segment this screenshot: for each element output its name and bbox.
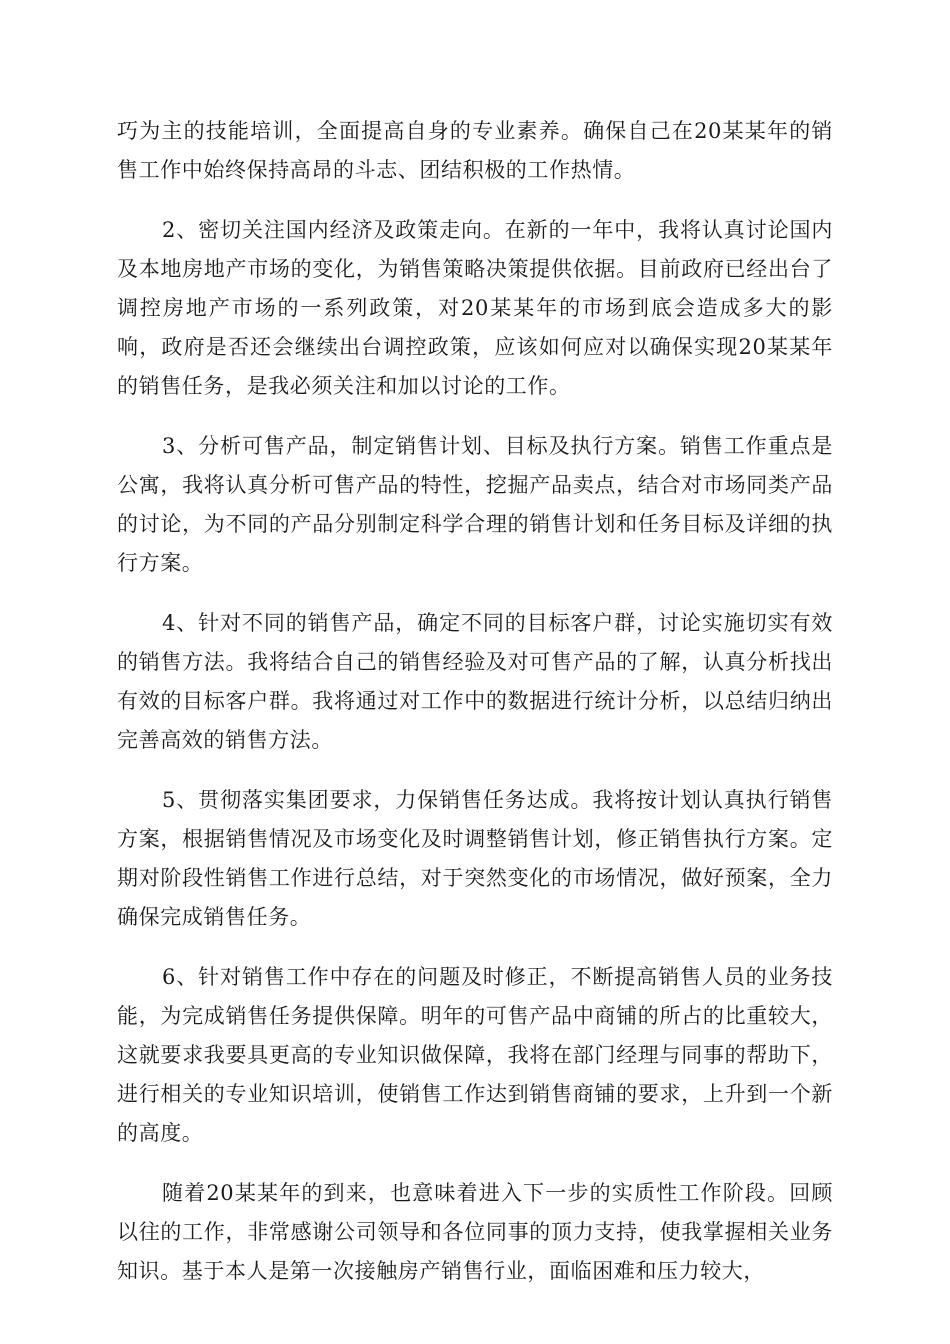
paragraph-closing: 随着20某某年的到来，也意味着进入下一步的实质性工作阶段。回顾以往的工作，非常感谢公司领导和各位同事的顶力支持，使我掌握相关业务知识。基于本人是第一次接触房产销售行业，面临困难和压力较大， [117, 1181, 833, 1283]
document-page [117, 112, 833, 1312]
paragraph-item-4: 4、针对不同的销售产品，确定不同的目标客户群，讨论实施切实有效的销售方法。我将结合自己的销售经验及对可售产品的了解，认真分析找出有效的目标客户群。我将通过对工作中的数据进行统计分析，以总结归纳出完善高效的销售方法。 [117, 611, 833, 752]
paragraph-item-2: 2、密切关注国内经济及政策走向。在新的一年中，我将认真讨论国内及本地房地产市场的变化，为销售策略决策提供依据。目前政府已经出台了调控房地产市场的一系列政策，对20某某年的市场到底会造成多大的影响，政府是否还会继续出台调控政策，应该如何应对以确保实现20某某年的销售任务，是我必须关注和加以讨论的工作。 [117, 218, 833, 398]
paragraph-item-3: 3、分析可售产品，制定销售计划、目标及执行方案。销售工作重点是公寓，我将认真分析可售产品的特性，挖掘产品卖点，结合对市场同类产品的讨论，为不同的产品分别制定科学合理的销售计划和任务目标及详细的执行方案。 [117, 434, 833, 575]
paragraph-continuation: 巧为主的技能培训，全面提高自身的专业素养。确保自己在20某某年的销售工作中始终保持高昂的斗志、团结积极的工作热情。 [117, 119, 833, 182]
paragraph-item-6: 6、针对销售工作中存在的问题及时修正，不断提高销售人员的业务技能，为完成销售任务提供保障。明年的可售产品中商铺的所占的比重较大，这就要求我要具更高的专业知识做保障，我将在部门经理与同事的帮助下，进行相关的专业知识培训，使销售工作达到销售商铺的要求，上升到一个新的高度。 [117, 965, 833, 1145]
paragraph-item-5: 5、贯彻落实集团要求，力保销售任务达成。我将按计划认真执行销售方案，根据销售情况及市场变化及时调整销售计划，修正销售执行方案。定期对阶段性销售工作进行总结，对于突然变化的市场情况，做好预案，全力确保完成销售任务。 [117, 788, 833, 929]
